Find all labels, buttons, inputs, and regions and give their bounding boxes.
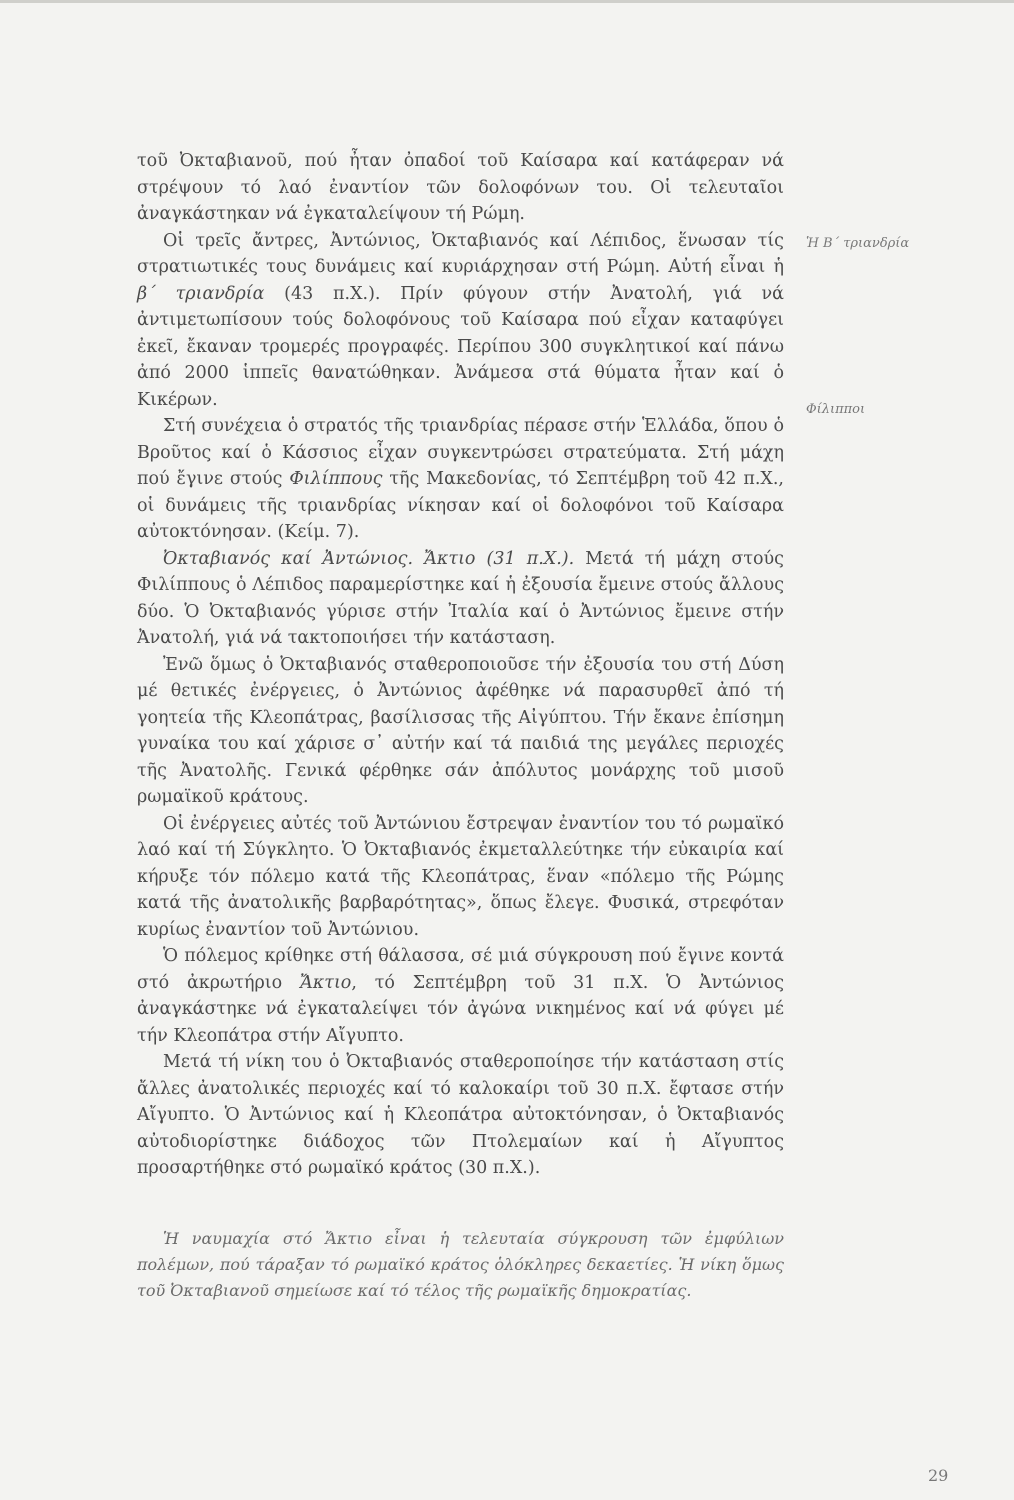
section-heading: Ὀκταβιανός καί Ἀντώνιος. Ἄκτιο (31 π.Χ.). [163, 548, 575, 569]
page-top-edge [0, 0, 1014, 3]
paragraph-4-text: Μετά τή μάχη στούς Φιλίππους ὁ Λέπιδος παραμερίστηκε καί ἡ ἐξουσία ἔμεινε στούς ἄλλους δύο. Ὁ Ὀκταβιανός γύρισε στήν Ἰταλία καί ὁ Ἀντώνιος ἔμεινε στήν Ἀνατολή, γιά νά τακτοποιήσει τήν κατάσταση. [137, 548, 784, 648]
term-actium: Ἄκτιο [299, 972, 352, 993]
paragraph-1: τοῦ Ὀκταβιανοῦ, πού ἦταν ὀπαδοί τοῦ Καίσαρα καί κατάφεραν νά στρέψουν τό λαό ἐναντίον τῶν δολοφόνων του. Οἱ τελευταῖοι ἀναγκάστηκαν νά ἐγκαταλείψουν τή Ρώμη. [137, 151, 784, 224]
paragraph-7-text-b: , τό Σεπτέμβρη τοῦ 31 π.Χ. Ὁ Ἀντώνιος ἀναγκάστηκε νά ἐγκαταλείψει τόν ἀγώνα νικημένος καί νά φύγει μέ τήν Κλεοπάτρα στήν Αἴγυπτο. [137, 972, 784, 1046]
paragraph-3 [137, 413, 784, 546]
paragraph-3-text-b: τῆς Μακεδονίας, τό Σεπτέμβρη τοῦ 42 π.Χ., οἱ δυνάμεις τῆς τριανδρίας νίκησαν καί οἱ δολοφόνοι τοῦ Καίσαρα αὐτοκτόνησαν. (Κείμ. 7). [137, 469, 784, 542]
paragraph-2-text-a: Οἱ τρεῖς ἄντρες, Ἀντώνιος, Ὀκταβιανός καί Λέπιδος, ἕνωσαν τίς στρατιωτικές τους δυνάμεις καί κυριάρχησαν στή Ρώμη. Αὐτή εἶναι ἡ [137, 230, 784, 277]
page-number: 29 [928, 1466, 949, 1485]
paragraph-3-text-a: Στή συνέχεια ὁ στρατός τῆς τριανδρίας πέρασε στήν Ἑλλάδα, ὅπου ὁ Βροῦτος καί ὁ Κάσσιος εἶχαν συγκεντρώσει στρατεύματα. Στή μάχη πού ἔγινε στούς [137, 416, 784, 489]
paragraph-5: Ἐνῶ ὅμως ὁ Ὀκταβιανός σταθεροποιοῦσε τήν ἐξουσία του στή Δύση μέ θετικές ἐνέργειες, ὁ Ἀντώνιος ἀφέθηκε νά παρασυρθεῖ ἀπό τή γοητεία τῆς Κλεοπάτρας, βασίλισσας τῆς Αἰγύπτου. Τήν ἔκανε ἐπίσημη γυναίκα του καί χάρισε σ᾽ αὐτήν καί τά παιδιά της μεγάλες περιοχές τῆς Ἀνατολῆς. Γενικά φέρθηκε σάν ἀπόλυτος μονάρχης τοῦ μισοῦ ρωμαϊκοῦ κράτους. [137, 654, 784, 807]
paragraph-4 [137, 546, 784, 652]
summary-caption: Ἡ ναυμαχία στό Ἄκτιο εἶναι ἡ τελευταία σύγκρουση τῶν ἐμφύλιων πολέμων, πού τάραξαν τό ρωμαϊκό κράτος ὁλόκληρες δεκαετίες. Ἡ νίκη ὅμως τοῦ Ὀκταβιανοῦ σημείωσε καί τό τέλος τῆς ρωμαϊκῆς δημοκρατίας. [137, 1229, 784, 1300]
margin-note-triumvirate: Ἡ Β΄ τριανδρία [806, 236, 910, 251]
margin-note-philippi: Φίλιπποι [806, 402, 866, 417]
paragraph-7 [137, 943, 784, 1049]
term-philippi: Φιλίππους [289, 469, 383, 489]
paragraph-2 [137, 228, 784, 414]
term-triumvirate: β΄ τριανδρία [137, 283, 265, 304]
paragraph-6: Οἱ ἐνέργειες αὐτές τοῦ Ἀντώνιου ἔστρεψαν ἐναντίον του τό ρωμαϊκό λαό καί τή Σύγκλητο. Ὁ Ὀκταβιανός ἐκμεταλλεύτηκε τήν εὐκαιρία καί κήρυξε τόν πόλεμο κατά τῆς Κλεοπάτρας, ἕναν «πόλεμο τῆς Ρώμης κατά τῆς ἀνατολικῆς βαρβαρότητας», ὅπως ἔλεγε. Φυσικά, στρεφόταν κυρίως ἐναντίον τοῦ Ἀντώνιου. [137, 813, 784, 940]
main-text-column [137, 148, 784, 1182]
paragraph-7-text-a: Ὁ πόλεμος κρίθηκε στή θάλασσα, σέ μιά σύγκρουση πού ἔγινε κοντά στό ἀκρωτήριο [137, 946, 784, 993]
paragraph-8: Μετά τή νίκη του ὁ Ὀκταβιανός σταθεροποίησε τήν κατάσταση στίς ἄλλες ἀνατολικές περιοχές καί τό καλοκαίρι τοῦ 30 π.Χ. ἔφτασε στήν Αἴγυπτο. Ὁ Ἀντώνιος καί ἡ Κλεοπάτρα αὐτοκτόνησαν, ὁ Ὀκταβιανός αὐτοδιορίστηκε διάδοχος τῶν Πτολεμαίων καί ἡ Αἴγυπτος προσαρτήθηκε στό ρωμαϊκό κράτος (30 π.Χ.). [137, 1052, 784, 1178]
paragraph-2-text-b: (43 π.Χ.). Πρίν φύγουν στήν Ἀνατολή, γιά νά ἀντιμετωπίσουν τούς δολοφόνους τοῦ Καίσαρα πού εἶχαν καταφύγει ἐκεῖ, ἔκαναν τρομερές προγραφές. Περίπου 300 συγκλητικοί καί πάνω ἀπό 2000 ἱππεῖς θανατώθηκαν. Ἀνάμεσα στά θύματα ἦταν καί ὁ Κικέρων. [137, 283, 784, 410]
